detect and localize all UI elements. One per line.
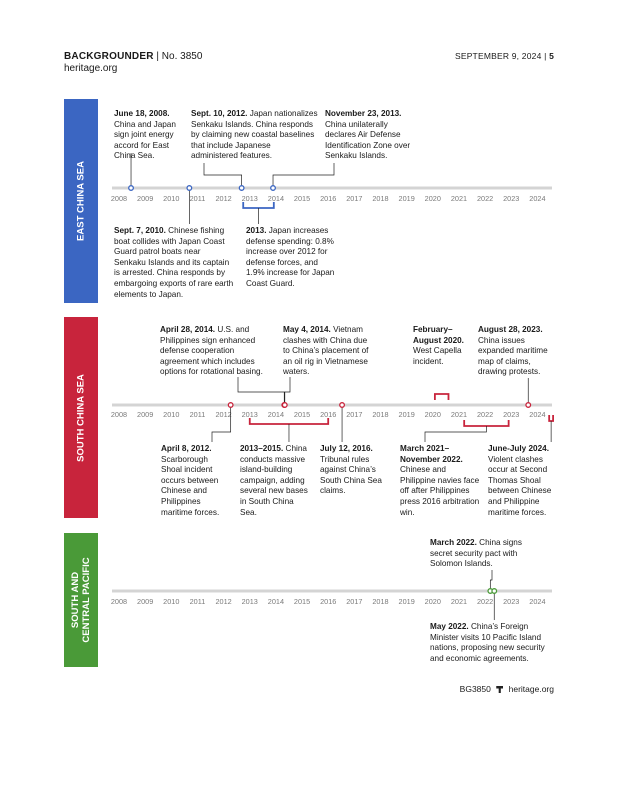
- event-note: [191, 109, 319, 162]
- leader-line: [425, 426, 486, 442]
- event-text: China’s Foreign Minister visits 10 Pacific Island nations, proposing new security and economic agreements.: [430, 622, 545, 663]
- year-tick-label: 2014: [267, 194, 285, 203]
- event-date: May 2022.: [430, 622, 469, 631]
- year-tick-label: 2011: [189, 194, 206, 203]
- event-date: May 4, 2014.: [283, 325, 331, 334]
- event-marker: [492, 589, 497, 594]
- footer-site: heritage.org: [508, 684, 554, 694]
- year-tick-label: 2016: [320, 194, 337, 203]
- year-tick-label: 2008: [110, 194, 128, 203]
- year-tick-label: 2008: [110, 410, 128, 419]
- header-separator-right: |: [544, 51, 547, 61]
- leader-line: [204, 163, 242, 188]
- event-text: China and Japan sign joint energy accord for East China Sea.: [114, 119, 176, 161]
- year-tick-label: 2015: [293, 194, 311, 203]
- event-date: June-July 2024.: [488, 444, 549, 453]
- event-text: Vietnam clashes with China due to China’s placement of an oil rig in Vietnamese waters.: [283, 325, 369, 377]
- year-tick-label: 2010: [163, 194, 180, 203]
- year-tick-label: 2009: [137, 194, 154, 203]
- range-bracket: [435, 394, 449, 400]
- year-tick-label: 2014: [267, 410, 285, 419]
- event-date: February–August 2020.: [413, 325, 464, 345]
- year-tick-label: 2010: [163, 597, 180, 606]
- heritage-logo-icon: [496, 686, 503, 693]
- event-text: Tribunal rules against China’s South China Sea claims.: [320, 454, 382, 496]
- event-note: [240, 444, 312, 518]
- event-text: China issues expanded maritime map of claims, drawing protests.: [478, 335, 548, 377]
- event-note: [400, 444, 480, 518]
- year-tick-label: 2017: [346, 597, 363, 606]
- event-note: [246, 226, 336, 290]
- event-marker: [340, 403, 345, 408]
- event-text: China unilaterally declares Air Defense Identification Zone over Senkaku Islands.: [325, 119, 411, 161]
- event-date: March 2022.: [430, 538, 477, 547]
- event-date: June 18, 2008.: [114, 109, 170, 118]
- page-footer: [460, 684, 554, 694]
- year-tick-label: 2018: [372, 194, 389, 203]
- year-tick-label: 2023: [503, 410, 520, 419]
- event-date: Sept. 7, 2010.: [114, 226, 166, 235]
- year-tick-label: 2009: [137, 410, 154, 419]
- event-note: [320, 444, 382, 497]
- year-tick-label: 2015: [293, 597, 311, 606]
- year-tick-label: 2012: [215, 597, 232, 606]
- event-text: Japan increases defense spending: 0.8% increase over 2012 for defense forces, and 1.9% increase for Japan Coast Guard.: [246, 226, 335, 288]
- year-tick-label: 2011: [189, 597, 206, 606]
- event-text: Japan nationalizes Senkaku Islands. China responds by claiming new coastal baselines that include Japanese administered features.: [191, 109, 318, 161]
- event-note: [161, 444, 229, 518]
- event-date: July 12, 2016.: [320, 444, 373, 453]
- event-note: [430, 622, 556, 664]
- year-tick-label: 2012: [215, 410, 232, 419]
- footer-code: BG3850: [459, 684, 491, 694]
- leader-line: [490, 570, 492, 591]
- page-number: 5: [549, 51, 554, 61]
- year-tick-label: 2018: [372, 597, 389, 606]
- year-tick-label: 2021: [450, 597, 468, 606]
- event-text: Scarborough Shoal incident occurs between Chinese and Philippines maritime forces.: [161, 454, 220, 517]
- event-text: Chinese and Philippine navies face off after Philippines press 2016 arbitration win.: [400, 465, 480, 517]
- event-marker: [187, 186, 192, 191]
- event-marker: [129, 186, 134, 191]
- event-marker: [228, 403, 233, 408]
- year-tick-label: 2020: [424, 597, 441, 606]
- year-tick-label: 2017: [346, 194, 363, 203]
- year-tick-label: 2022: [476, 597, 494, 606]
- year-tick-label: 2013: [241, 597, 258, 606]
- year-tick-label: 2019: [398, 194, 415, 203]
- year-tick-label: 2009: [137, 597, 154, 606]
- leader-line: [285, 377, 290, 405]
- year-tick-label: 2013: [241, 410, 258, 419]
- report-date: SEPTEMBER 9, 2024: [454, 51, 542, 61]
- year-tick-label: 2022: [476, 194, 494, 203]
- year-tick-label: 2015: [293, 410, 311, 419]
- pacific-label-line1: SOUTH AND: [70, 571, 81, 629]
- series-title: BACKGROUNDER: [64, 51, 154, 62]
- year-tick-label: 2022: [476, 410, 494, 419]
- event-marker: [271, 186, 276, 191]
- event-date: 2013.: [246, 226, 267, 235]
- event-marker: [282, 403, 287, 408]
- event-note: [478, 325, 554, 378]
- year-tick-label: 2024: [529, 194, 546, 203]
- event-note: [488, 444, 560, 518]
- year-tick-label: 2024: [529, 410, 546, 419]
- year-tick-label: 2018: [372, 410, 389, 419]
- header-site: heritage.org: [64, 63, 118, 74]
- event-text: U.S. and Philippines sign enhanced defense cooperation agreement which includes options for rotational basing.: [160, 325, 263, 377]
- event-marker: [526, 403, 531, 408]
- year-tick-label: 2008: [110, 597, 128, 606]
- year-tick-label: 2016: [320, 597, 337, 606]
- east-section-label: EAST CHINA SEA: [75, 161, 87, 241]
- year-tick-label: 2017: [346, 410, 363, 419]
- event-date: August 28, 2023.: [478, 325, 543, 334]
- year-tick-label: 2023: [503, 597, 520, 606]
- year-tick-label: 2021: [450, 410, 468, 419]
- pacific-label-line2: CENTRAL PACIFIC: [81, 557, 92, 643]
- year-tick-label: 2012: [215, 194, 232, 203]
- range-bracket: [250, 418, 328, 424]
- range-bracket: [464, 420, 508, 426]
- event-text: West Capella incident.: [413, 346, 462, 366]
- event-note: [283, 325, 373, 378]
- south-section-label: SOUTH CHINA SEA: [75, 373, 87, 462]
- event-note: [413, 325, 465, 367]
- event-note: [325, 109, 415, 162]
- event-text: Chinese fishing boat collides with Japan Coast Guard patrol boats near Senkaku Islands and its captain is arrested. China responds by embargoing exports of rare earth elements to Japan.: [114, 226, 234, 299]
- year-tick-label: 2020: [424, 194, 441, 203]
- event-date: April 28, 2014.: [160, 325, 216, 334]
- year-tick-label: 2020: [424, 410, 441, 419]
- event-note: [114, 109, 184, 162]
- leader-line: [273, 163, 334, 188]
- leader-line: [238, 377, 284, 405]
- header-separator: |: [156, 51, 160, 62]
- event-note: [430, 538, 540, 570]
- event-text: Violent clashes occur at Second Thomas Shoal between Chinese and Philippine maritime forces.: [488, 454, 552, 517]
- report-number: No. 3850: [161, 51, 203, 62]
- year-tick-label: 2019: [398, 410, 415, 419]
- event-note: [114, 226, 234, 300]
- event-date: Sept. 10, 2012.: [191, 109, 248, 118]
- event-text: China conducts massive island-building campaign, adding several new bases in South China Sea.: [240, 444, 308, 517]
- event-marker: [239, 186, 244, 191]
- year-tick-label: 2011: [189, 410, 206, 419]
- event-date: November 23, 2013.: [325, 109, 402, 118]
- event-date: April 8, 2012.: [161, 444, 212, 453]
- year-tick-label: 2023: [503, 194, 520, 203]
- year-tick-label: 2019: [398, 597, 415, 606]
- event-date: 2013–2015.: [240, 444, 284, 453]
- year-tick-label: 2021: [450, 194, 468, 203]
- year-tick-label: 2010: [163, 410, 180, 419]
- range-bracket: [549, 415, 553, 421]
- year-tick-label: 2016: [320, 410, 337, 419]
- year-tick-label: 2014: [267, 597, 285, 606]
- year-tick-label: 2013: [241, 194, 258, 203]
- year-tick-label: 2024: [529, 597, 546, 606]
- event-text: China signs secret security pact with Solomon Islands.: [430, 538, 522, 569]
- event-note: [160, 325, 272, 378]
- event-date: March 2021–November 2022.: [400, 444, 463, 464]
